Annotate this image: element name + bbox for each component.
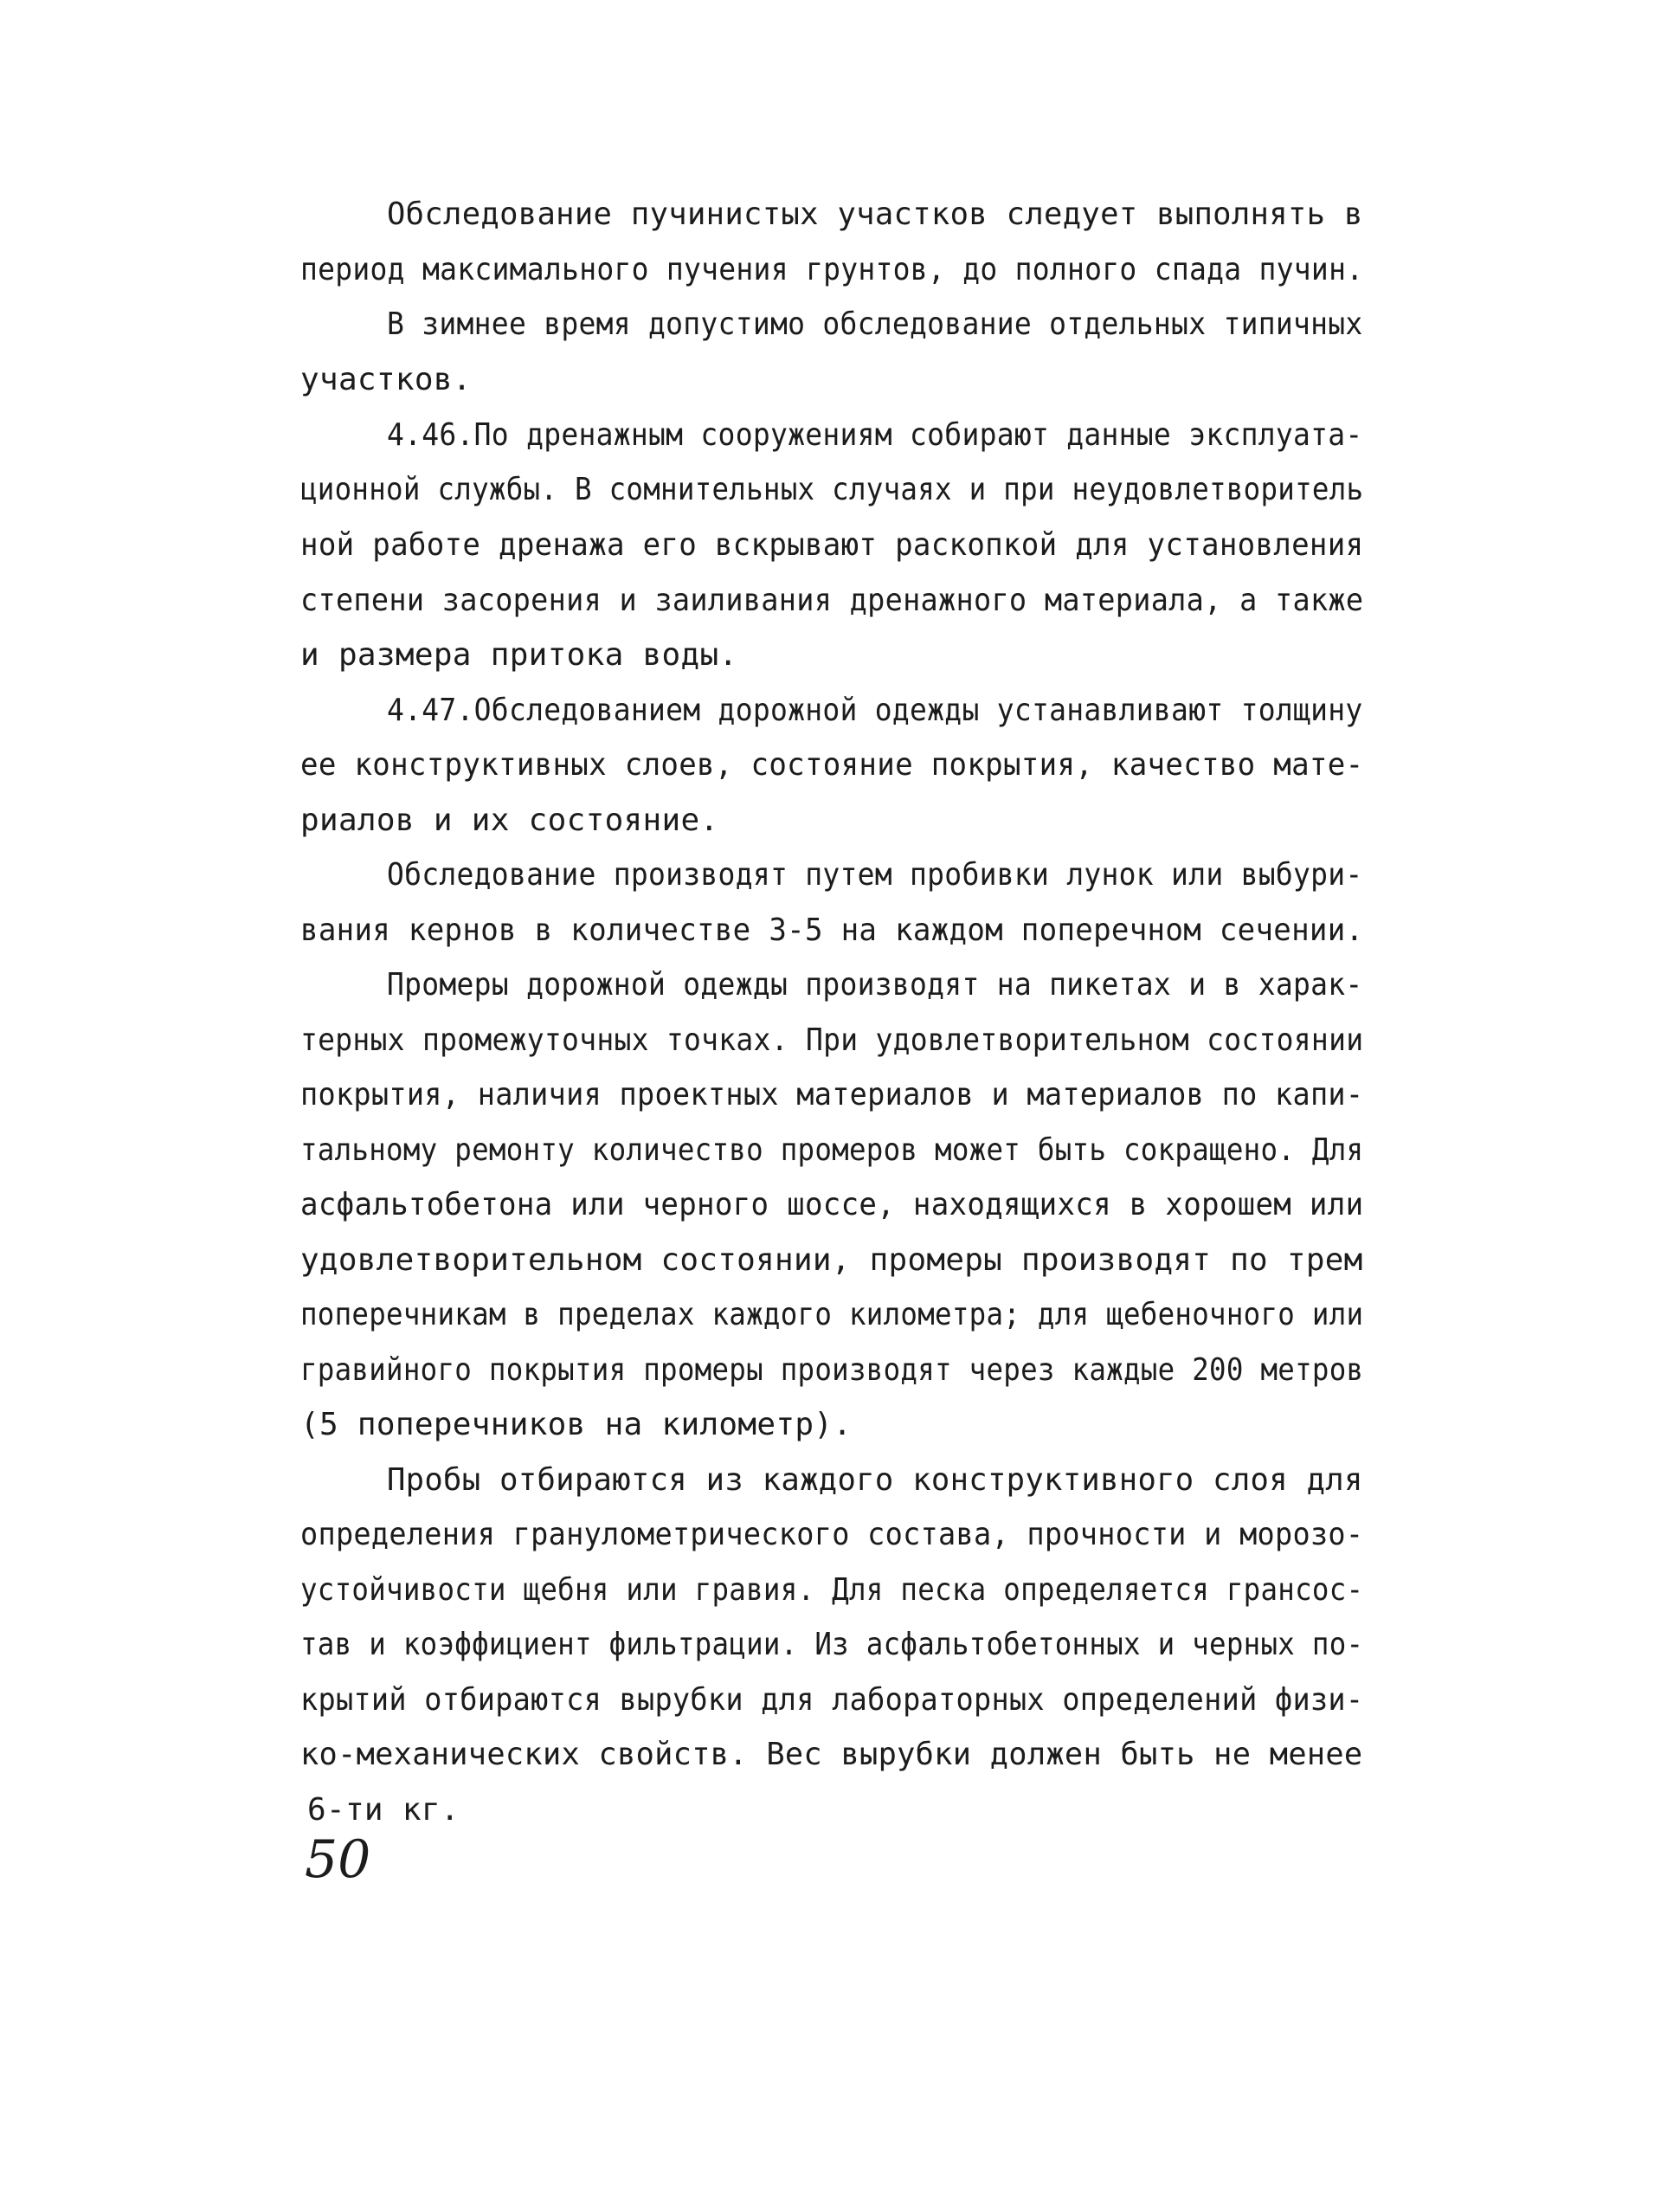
text-line: определения гранулометрического состава, прочности и морозо- bbox=[300, 1517, 1364, 1552]
text-line: В зимнее время допустимо обследование отдельных типичных bbox=[387, 306, 1363, 342]
text-line: покрытия, наличия проектных материалов и материалов по капи- bbox=[300, 1077, 1364, 1112]
text-line: тальному ремонту количество промеров может быть сокращено. Для bbox=[300, 1132, 1364, 1168]
text-line: риалов и их состояние. bbox=[300, 803, 719, 838]
text-line: гравийного покрытия промеры производят через каждые 200 метров bbox=[300, 1352, 1364, 1388]
text-line: степени засорения и заиливания дренажного материала, а также bbox=[300, 583, 1364, 618]
text-line: терных промежуточных точках. При удовлетворительном состоянии bbox=[300, 1022, 1364, 1058]
text-line: поперечникам в пределах каждого километра; для щебеночного или bbox=[300, 1297, 1364, 1332]
text-line: 6-ти кг. bbox=[307, 1792, 460, 1828]
page-number: 50 bbox=[305, 1829, 371, 1890]
text-line: ко-механических свойств. Вес вырубки должен быть не менее bbox=[300, 1737, 1363, 1772]
text-line: и размера притока воды. bbox=[300, 637, 738, 673]
text-line: (5 поперечников на километр). bbox=[300, 1407, 853, 1442]
text-line: участков. bbox=[300, 362, 472, 397]
text-line: асфальтобетона или черного шоссе, находящихся в хорошем или bbox=[300, 1187, 1364, 1222]
text-line: тав и коэффициент фильтрации. Из асфальтобетонных и черных по- bbox=[300, 1627, 1364, 1662]
text-line: Обследование пучинистых участков следует выполнять в bbox=[387, 197, 1363, 232]
text-line: удовлетворительном состоянии, промеры производят по трем bbox=[300, 1242, 1363, 1278]
text-line: Промеры дорожной одежды производят на пикетах и в харак- bbox=[387, 967, 1363, 1003]
text-line: вания кернов в количестве 3-5 на каждом поперечном сечении. bbox=[300, 913, 1364, 948]
text-line: ее конструктивных слоев, состояние покрытия, качество мате- bbox=[300, 747, 1364, 783]
text-line: 4.47.Обследованием дорожной одежды устанавливают толщину bbox=[387, 693, 1363, 728]
text-line: Пробы отбираются из каждого конструктивного слоя для bbox=[387, 1462, 1363, 1498]
text-line: ционной службы. В сомнительных случаях и при неудовлетворитель bbox=[300, 472, 1364, 507]
text-line: 4.46.По дренажным сооружениям собирают данные эксплуата- bbox=[387, 417, 1363, 453]
text-line: крытий отбираются вырубки для лабораторных определений физи- bbox=[300, 1682, 1364, 1718]
text-line: ной работе дренажа его вскрывают раскопкой для установления bbox=[300, 527, 1364, 563]
text-line: устойчивости щебня или гравия. Для песка определяется грансос- bbox=[300, 1572, 1364, 1608]
text-line: Обследование производят путем пробивки лунок или выбури- bbox=[387, 857, 1363, 893]
text-line: период максимального пучения грунтов, до полного спада пучин. bbox=[300, 252, 1364, 287]
